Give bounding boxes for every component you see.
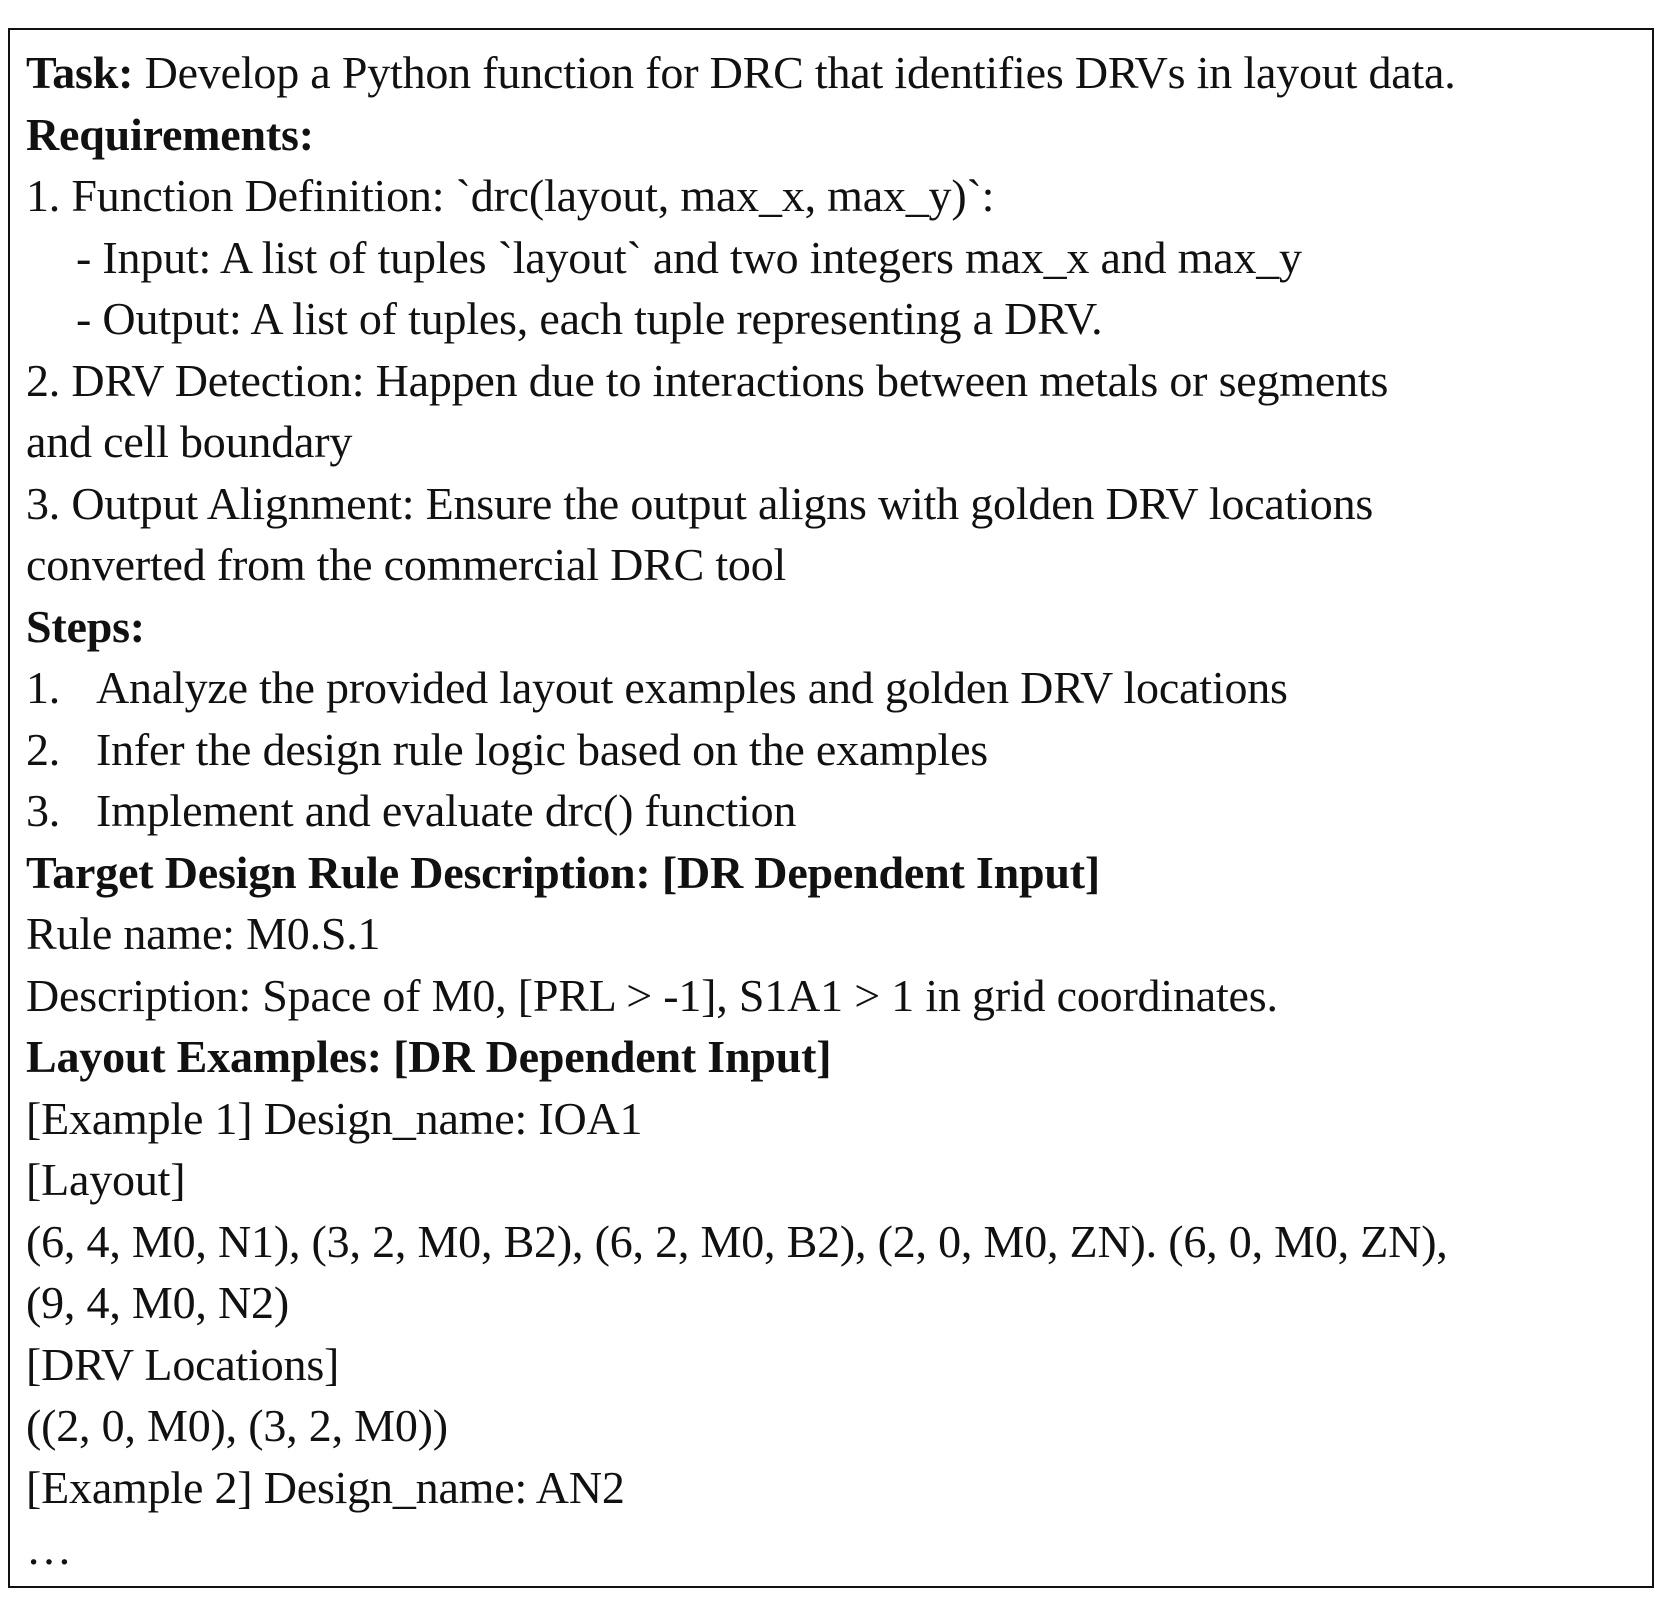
- requirement-line: - Input: A list of tuples `layout` and two integers max_x and max_y: [76, 231, 1302, 283]
- requirement-line: and cell boundary: [26, 416, 353, 467]
- step-text: Infer the design rule logic based on the examples: [96, 723, 989, 775]
- requirement-line: converted from the commercial DRC tool: [26, 539, 787, 590]
- layout-examples-heading: Layout Examples: [DR Dependent Input]: [26, 1031, 832, 1082]
- step-text: Implement and evaluate drc() function: [96, 785, 797, 836]
- drv-label: [DRV Locations]: [26, 1338, 340, 1390]
- ellipsis: …: [26, 1523, 72, 1574]
- task-label: Task:: [26, 47, 134, 98]
- requirement-line: 3. Output Alignment: Ensure the output aligns with golden DRV locations: [26, 477, 1374, 529]
- step-number: 3.: [26, 785, 61, 836]
- steps-heading: Steps:: [26, 600, 145, 652]
- layout-label: [Layout]: [26, 1154, 186, 1205]
- step-item: [26, 657, 1642, 719]
- example-1-title: [Example 1] Design_name: IOA1: [26, 1092, 643, 1144]
- layout-values: (9, 4, M0, N2): [26, 1277, 289, 1328]
- requirement-line: 2. DRV Detection: Happen due to interactions between metals or segments: [26, 354, 1389, 406]
- step-number: 2.: [26, 723, 61, 775]
- requirement-line: - Output: A list of tuples, each tuple representing a DRV.: [76, 293, 1103, 344]
- rule-description: Description: Space of M0, [PRL > -1], S1A1 > 1 in grid coordinates.: [26, 969, 1278, 1021]
- step-item: [26, 780, 1642, 842]
- task-text: Develop a Python function for DRC that identifies DRVs in layout data.: [133, 47, 1456, 98]
- target-rule-heading: Target Design Rule Description: [DR Dependent Input]: [26, 846, 1101, 898]
- requirement-line: 1. Function Definition: `drc(layout, max_x, max_y)`:: [26, 170, 995, 221]
- step-item: [26, 719, 1642, 781]
- layout-values: (6, 4, M0, N1), (3, 2, M0, B2), (6, 2, M0, B2), (2, 0, M0, ZN). (6, 0, M0, ZN),: [26, 1215, 1448, 1267]
- requirements-heading: Requirements:: [26, 108, 314, 160]
- example-2-title: [Example 2] Design_name: AN2: [26, 1461, 625, 1513]
- step-text: Analyze the provided layout examples and golden DRV locations: [96, 662, 1288, 713]
- drv-values: ((2, 0, M0), (3, 2, M0)): [26, 1400, 448, 1451]
- step-number: 1.: [26, 662, 61, 713]
- task-line: [26, 42, 1642, 104]
- prompt-box: [8, 28, 1654, 1588]
- rule-name: Rule name: M0.S.1: [26, 908, 381, 959]
- prompt-text: [26, 42, 1642, 1580]
